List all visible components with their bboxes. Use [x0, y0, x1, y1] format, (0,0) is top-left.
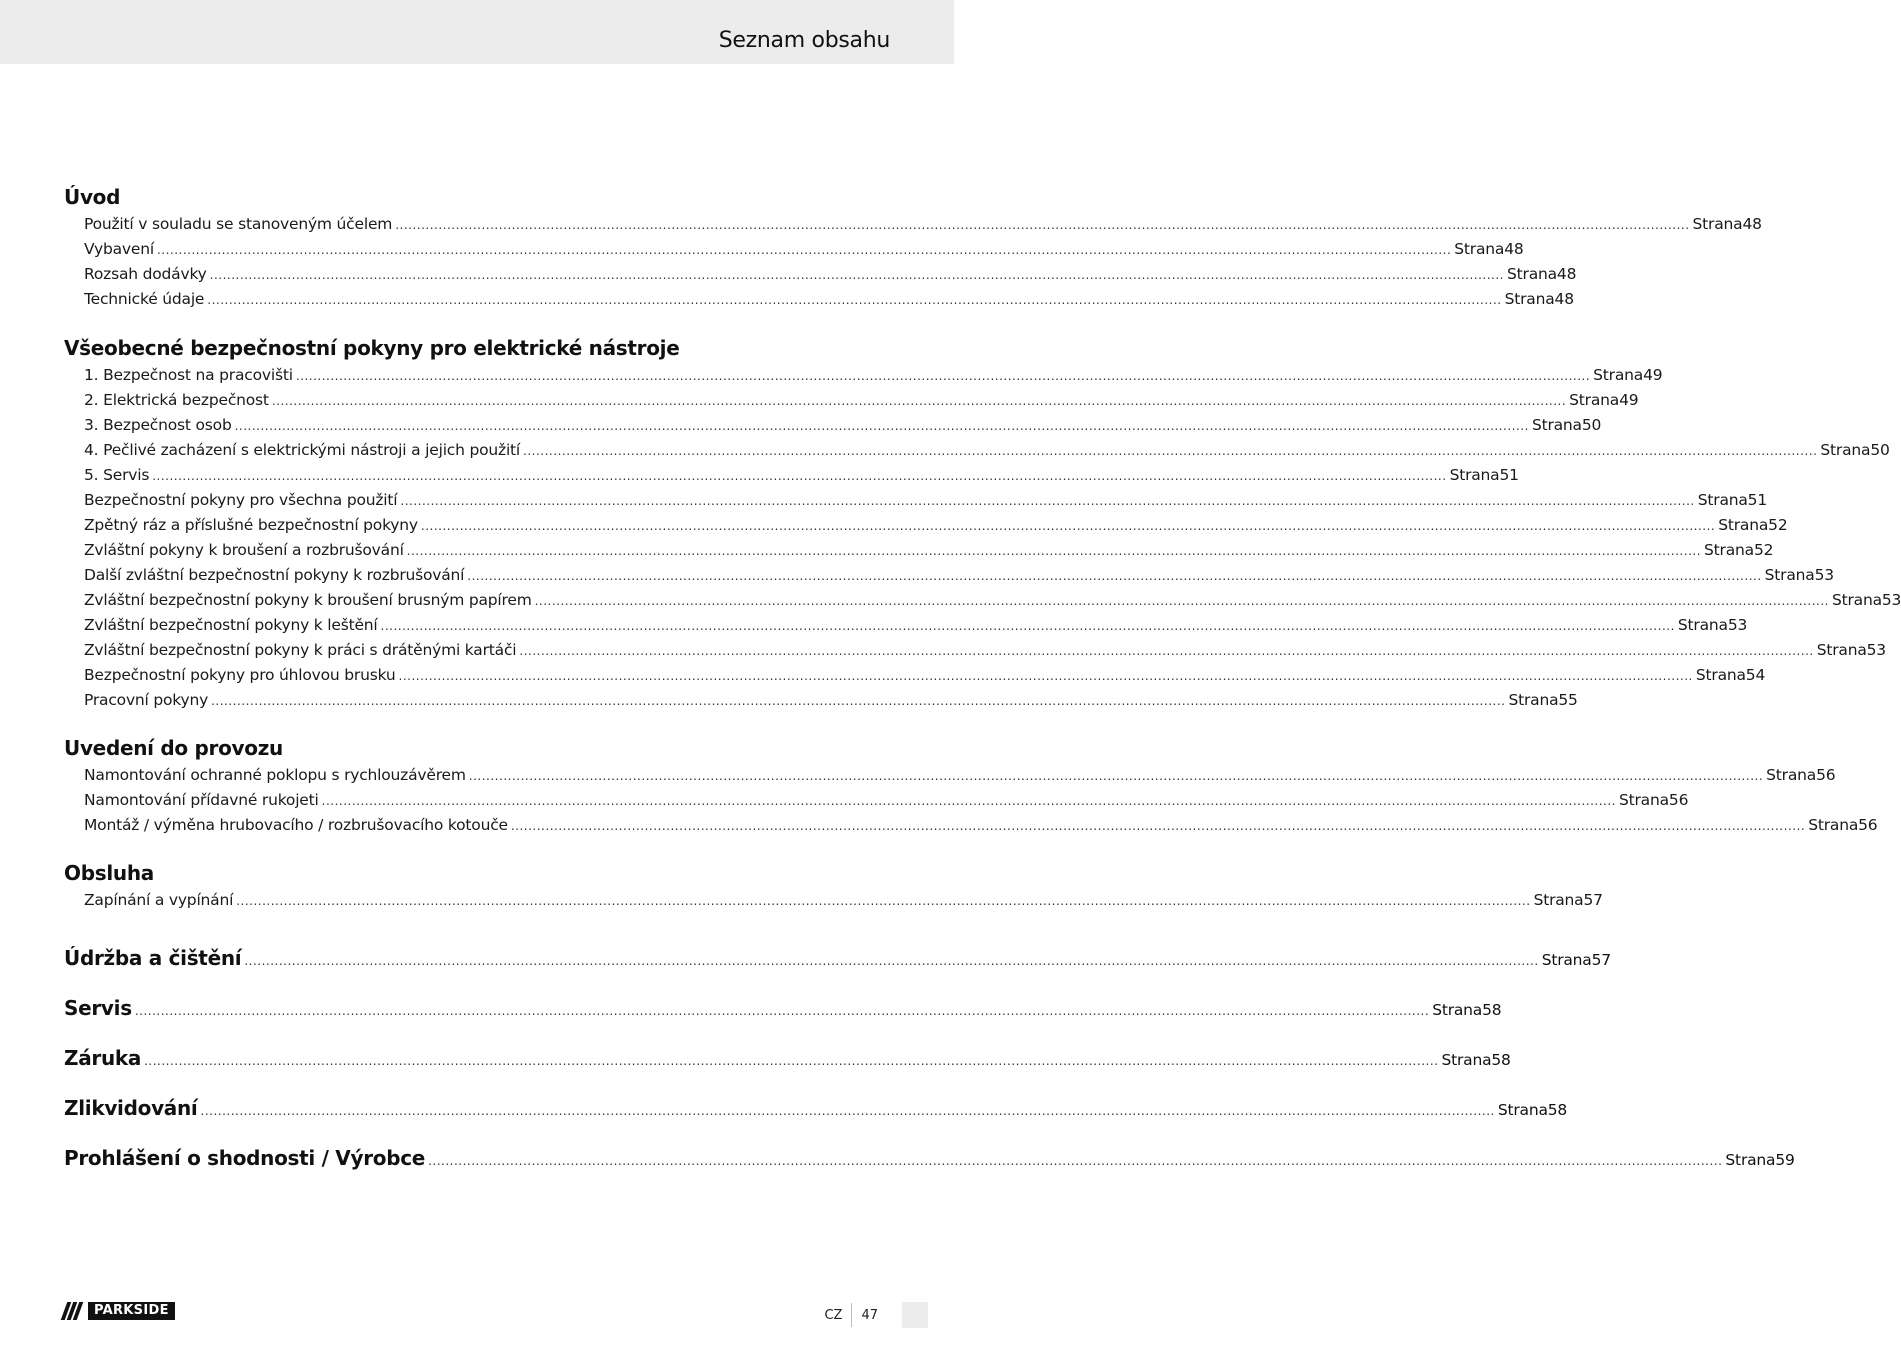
section-heading: Úvod — [64, 185, 121, 209]
main-entry-page-number: 58 — [1547, 1101, 1568, 1119]
toc-entry[interactable] — [64, 438, 1890, 463]
toc-entry[interactable] — [64, 463, 1519, 488]
page-word: Strana — [1541, 951, 1592, 969]
entry-label: Bezpečnostní pokyny pro úhlovou brusku — [84, 666, 396, 684]
entry-page-number: 53 — [1814, 566, 1834, 584]
dot-leader: ............................................................................................................................................................................................................................................................................................................ — [510, 819, 1806, 833]
entry-page-number: 51 — [1499, 466, 1519, 484]
entry-page-number: 48 — [1556, 265, 1577, 283]
toc-main-entry[interactable] — [64, 933, 1611, 983]
entry-label: Další zvláštní bezpečnostní pokyny k rozbrušování — [84, 566, 465, 584]
section-heading: Uvedení do provozu — [64, 736, 283, 760]
dot-leader: ............................................................................................................................................................................................................................................................................................................ — [234, 419, 1529, 433]
entry-page-number: 49 — [1643, 366, 1663, 384]
toc-entry[interactable] — [64, 588, 1901, 613]
page-word: Strana — [1695, 666, 1746, 684]
entry-label: Montáž / výměna hrubovacího / rozbrušovacího kotouče — [84, 816, 508, 834]
entry-page-number: 57 — [1583, 891, 1603, 909]
dot-leader: ............................................................................................................................................................................................................................................................................................................ — [467, 569, 1762, 583]
toc-main-entry[interactable] — [64, 1133, 1795, 1183]
entry-label: Zvláštní bezpečnostní pokyny k práci s drátěnými kartáči — [84, 641, 517, 659]
page-word: Strana — [1831, 591, 1882, 609]
section-gap — [64, 713, 890, 733]
page-word: Strana — [1454, 240, 1505, 258]
section-gap — [64, 913, 890, 933]
main-entry-page-number: 58 — [1482, 1001, 1502, 1019]
dot-leader: ............................................................................................................................................................................................................................................................................................................ — [380, 619, 1675, 633]
dot-leader: ............................................................................................................................................................................................................................................................................................................ — [395, 218, 1690, 232]
dot-leader: ............................................................................................................................................................................................................................................................................................................ — [398, 669, 1693, 683]
page-word: Strana — [1507, 265, 1557, 283]
entry-page-number: 50 — [1581, 416, 1602, 434]
page-word: Strana — [1569, 391, 1620, 409]
toc-entry[interactable] — [64, 413, 1602, 438]
dot-leader: ............................................................................................................................................................................................................................................................................................................ — [428, 1154, 1723, 1168]
toc-main-entry[interactable] — [64, 1033, 1511, 1083]
page-word: Strana — [1704, 541, 1754, 559]
toc-section — [64, 333, 1901, 713]
dot-leader: ............................................................................................................................................................................................................................................................................................................ — [211, 694, 1506, 708]
page-word: Strana — [1808, 816, 1859, 834]
footer-page-info — [824, 1302, 928, 1328]
dot-leader: ............................................................................................................................................................................................................................................................................................................ — [468, 769, 1764, 783]
main-entry-page-number: 57 — [1591, 951, 1611, 969]
entry-page-number: 48 — [1742, 215, 1762, 233]
page-word: Strana — [1533, 891, 1584, 909]
toc-entry[interactable] — [64, 513, 1788, 538]
table-of-contents — [64, 182, 1901, 1183]
entry-label: 4. Pečlivé zacházení s elektrickými nástroji a jejich použití — [84, 441, 521, 459]
toc-entry[interactable] — [64, 388, 1639, 413]
main-entry-label: Údržba a čištění — [64, 946, 242, 970]
page-word: Strana — [1697, 491, 1748, 509]
dot-leader: ............................................................................................................................................................................................................................................................................................................ — [144, 1054, 1439, 1068]
toc-entry[interactable] — [64, 563, 1834, 588]
entry-label: 1. Bezpečnost na pracovišti — [84, 366, 293, 384]
page-word: Strana — [1593, 366, 1644, 384]
entry-label: Technické údaje — [84, 290, 205, 308]
main-entry-label: Záruka — [64, 1046, 142, 1070]
toc-entry[interactable] — [64, 262, 1577, 287]
entry-page-number: 49 — [1619, 391, 1639, 409]
entry-label: Vybavení — [84, 240, 154, 258]
dot-leader: ............................................................................................................................................................................................................................................................................................................ — [152, 469, 1447, 483]
dot-leader: ............................................................................................................................................................................................................................................................................................................ — [523, 444, 1818, 458]
toc-entry[interactable] — [64, 663, 1766, 688]
entry-label: Zvláštní bezpečnostní pokyny k broušení brusným papírem — [84, 591, 532, 609]
entry-page-number: 55 — [1558, 691, 1578, 709]
toc-entry[interactable] — [64, 763, 1836, 788]
entry-page-number: 52 — [1753, 541, 1774, 559]
entry-page-number: 53 — [1881, 591, 1901, 609]
page-word: Strana — [1504, 290, 1555, 308]
entry-page-number: 56 — [1816, 766, 1836, 784]
footer-tab-marker — [902, 1302, 928, 1328]
dot-leader: ............................................................................................................................................................................................................................................................................................................ — [209, 268, 1504, 282]
entry-label: Zvláštní pokyny k broušení a rozbrušování — [84, 541, 404, 559]
page-word: Strana — [1449, 466, 1500, 484]
dot-leader: ............................................................................................................................................................................................................................................................................................................ — [134, 1004, 1430, 1018]
dot-leader: ............................................................................................................................................................................................................................................................................................................ — [271, 394, 1567, 408]
toc-entry[interactable] — [64, 237, 1524, 262]
dot-leader: ............................................................................................................................................................................................................................................................................................................ — [207, 293, 1502, 307]
dot-leader: ............................................................................................................................................................................................................................................................................................................ — [295, 369, 1591, 383]
main-entry-page-number: 58 — [1491, 1051, 1511, 1069]
dot-leader: ............................................................................................................................................................................................................................................................................................................ — [534, 594, 1829, 608]
main-entry-label: Zlikvidování — [64, 1096, 198, 1120]
dot-leader: ............................................................................................................................................................................................................................................................................................................ — [200, 1104, 1495, 1118]
toc-entry[interactable] — [64, 788, 1689, 813]
entry-label: Pracovní pokyny — [84, 691, 209, 709]
toc-entry[interactable] — [64, 212, 1762, 237]
page-word: Strana — [1816, 641, 1867, 659]
page-word: Strana — [1718, 516, 1769, 534]
entry-label: Zpětný ráz a příslušné bezpečnostní pokyny — [84, 516, 418, 534]
page-word: Strana — [1764, 566, 1815, 584]
toc-entry[interactable] — [64, 688, 1578, 713]
dot-leader: ............................................................................................................................................................................................................................................................................................................ — [420, 519, 1716, 533]
toc-entry[interactable] — [64, 813, 1878, 838]
toc-section — [64, 858, 1603, 913]
page-word: Strana — [1497, 1101, 1548, 1119]
toc-entry[interactable] — [64, 638, 1886, 663]
entry-page-number: 56 — [1668, 791, 1689, 809]
entry-label: Zapínání a vypínání — [84, 891, 234, 909]
dot-leader: ............................................................................................................................................................................................................................................................................................................ — [244, 954, 1539, 968]
logo-stripes-icon — [64, 1302, 86, 1320]
parkside-logo — [64, 1302, 176, 1320]
toc-entry[interactable] — [64, 287, 1574, 312]
toc-entry[interactable] — [64, 888, 1603, 913]
toc-entry[interactable] — [64, 488, 1767, 513]
dot-leader: ............................................................................................................................................................................................................................................................................................................ — [406, 544, 1702, 558]
page-word: Strana — [1820, 441, 1871, 459]
dot-leader: ............................................................................................................................................................................................................................................................................................................ — [236, 894, 1531, 908]
entry-page-number: 56 — [1858, 816, 1878, 834]
page-word: Strana — [1432, 1001, 1483, 1019]
entry-label: Namontování přídavné rukojeti — [84, 791, 319, 809]
toc-entry[interactable] — [64, 613, 1748, 638]
page-word: Strana — [1531, 416, 1582, 434]
toc-section — [64, 733, 1878, 838]
brand-name: PARKSIDE — [88, 1302, 175, 1320]
toc-main-entry[interactable] — [64, 983, 1502, 1033]
page-word: Strana — [1692, 215, 1743, 233]
entry-label: Namontování ochranné poklopu s rychlouzávěrem — [84, 766, 466, 784]
entry-label: Bezpečnostní pokyny pro všechna použití — [84, 491, 398, 509]
page-word: Strana — [1725, 1151, 1776, 1169]
page-word: Strana — [1508, 691, 1559, 709]
entry-page-number: 52 — [1768, 516, 1788, 534]
entry-page-number: 50 — [1870, 441, 1890, 459]
dot-leader: ............................................................................................................................................................................................................................................................................................................ — [519, 644, 1814, 658]
entry-page-number: 53 — [1727, 616, 1748, 634]
entry-label: Použití v souladu se stanoveným účelem — [84, 215, 393, 233]
entry-label: 3. Bezpečnost osob — [84, 416, 232, 434]
dot-leader: ............................................................................................................................................................................................................................................................................................................ — [156, 243, 1452, 257]
main-entry-page-number: 59 — [1775, 1151, 1795, 1169]
entry-page-number: 53 — [1866, 641, 1886, 659]
main-entry-label: Servis — [64, 996, 132, 1020]
toc-section — [64, 182, 1762, 312]
entry-label: 2. Elektrická bezpečnost — [84, 391, 269, 409]
entry-page-number: 48 — [1554, 290, 1574, 308]
entry-label: 5. Servis — [84, 466, 150, 484]
page-title: Seznam obsahu — [718, 28, 890, 53]
entry-label: Rozsah dodávky — [84, 265, 207, 283]
page-word: Strana — [1677, 616, 1728, 634]
entry-page-number: 51 — [1747, 491, 1767, 509]
page-word: Strana — [1618, 791, 1669, 809]
entry-page-number: 48 — [1504, 240, 1524, 258]
entry-label: Zvláštní bezpečnostní pokyny k leštění — [84, 616, 378, 634]
section-gap — [64, 312, 890, 333]
page-number: 47 — [861, 1307, 878, 1323]
toc-main-entry[interactable] — [64, 1083, 1568, 1133]
dot-leader: ............................................................................................................................................................................................................................................................................................................ — [321, 794, 1616, 808]
section-heading: Všeobecné bezpečnostní pokyny pro elektrické nástroje — [64, 336, 680, 360]
language-code: CZ — [824, 1307, 843, 1323]
toc-entry[interactable] — [64, 363, 1663, 388]
page-word: Strana — [1441, 1051, 1492, 1069]
page-word: Strana — [1766, 766, 1817, 784]
section-gap — [64, 838, 890, 858]
section-heading: Obsluha — [64, 861, 154, 885]
toc-entry[interactable] — [64, 538, 1774, 563]
dot-leader: ............................................................................................................................................................................................................................................................................................................ — [400, 494, 1695, 508]
entry-page-number: 54 — [1745, 666, 1766, 684]
main-entry-label: Prohlášení o shodnosti / Výrobce — [64, 1146, 426, 1170]
